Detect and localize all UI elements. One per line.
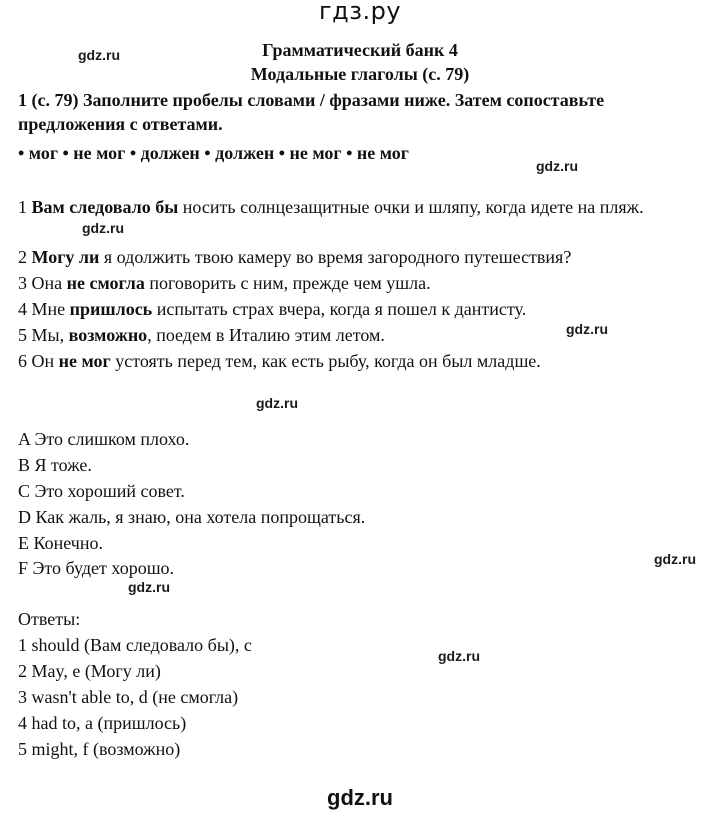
sentence-3 <box>18 270 712 296</box>
sentence-modal: возможно <box>68 325 148 345</box>
task-instruction: 1 (с. 79) Заполните пробелы словами / фразами ниже. Затем сопоставьте предложения с ответами. <box>18 90 605 134</box>
response-b: B Я тоже. <box>18 455 92 475</box>
answer-item: 3 wasn't able to, d (не смогла) <box>18 687 239 707</box>
sentence-prefix: Она <box>27 273 67 293</box>
section-heading: Грамматический банк 4 <box>262 40 458 60</box>
sentence-number: 4 <box>18 299 27 319</box>
sentence-text: поговорить с ним, прежде чем ушла. <box>144 273 431 293</box>
watermark: gdz.ru <box>256 395 298 411</box>
site-title: гдз.ру <box>318 0 402 25</box>
response-d: D Как жаль, я знаю, она хотела попрощаться. <box>18 507 366 527</box>
sentence-number: 6 <box>18 351 27 371</box>
sentence-text: , поедем в Италию этим летом. <box>147 325 385 345</box>
sentence-prefix: Мне <box>27 299 70 319</box>
sentence-6 <box>18 348 712 374</box>
sentence-modal: Могу ли <box>31 247 100 267</box>
watermark: gdz.ru <box>536 158 578 174</box>
sentence-modal: пришлось <box>69 299 153 319</box>
response-a: A Это слишком плохо. <box>18 429 190 449</box>
sentence-4 <box>18 296 712 322</box>
sentence-5 <box>18 322 712 348</box>
sentence-1 <box>18 194 712 220</box>
response-f: F Это будет хорошо. <box>18 558 175 578</box>
answers-label: Ответы: <box>18 609 81 629</box>
sentence-modal: не мог <box>58 351 111 371</box>
watermark: gdz.ru <box>82 220 124 236</box>
section-subheading: Модальные глаголы (с. 79) <box>250 64 470 84</box>
sentence-number: 2 <box>18 247 27 267</box>
sentence-text: я одолжить твою камеру во время загородного путешествия? <box>99 247 572 267</box>
sentence-number: 5 <box>18 325 27 345</box>
response-e: E Конечно. <box>18 533 103 553</box>
sentence-number: 1 <box>18 197 27 217</box>
watermark: gdz.ru <box>78 47 120 63</box>
sentence-number: 3 <box>18 273 27 293</box>
sentence-text: устоять перед тем, как есть рыбу, когда он был младше. <box>110 351 541 371</box>
sentence-text: носить солнцезащитные очки и шляпу, когда идете на пляж. <box>178 197 644 217</box>
sentence-modal: Вам следовало бы <box>31 197 179 217</box>
response-c: C Это хороший совет. <box>18 481 185 501</box>
watermark: gdz.ru <box>438 648 480 664</box>
answer-item: 2 May, e (Могу ли) <box>18 661 161 681</box>
sentence-text: испытать страх вчера, когда я пошел к дантисту. <box>152 299 527 319</box>
word-bank: • мог • не мог • должен • должен • не мог • не мог <box>18 143 409 163</box>
footer-watermark: gdz.ru <box>327 785 393 810</box>
watermark: gdz.ru <box>566 321 608 337</box>
sentence-prefix: Мы, <box>27 325 69 345</box>
answer-item: 5 might, f (возможно) <box>18 739 181 759</box>
answer-item: 1 should (Вам следовало бы), c <box>18 635 252 655</box>
sentence-prefix: Он <box>27 351 59 371</box>
answer-item: 4 had to, a (пришлось) <box>18 713 187 733</box>
watermark: gdz.ru <box>128 579 170 595</box>
sentence-modal: не смогла <box>66 273 145 293</box>
sentence-2 <box>18 244 712 270</box>
watermark: gdz.ru <box>654 551 696 567</box>
